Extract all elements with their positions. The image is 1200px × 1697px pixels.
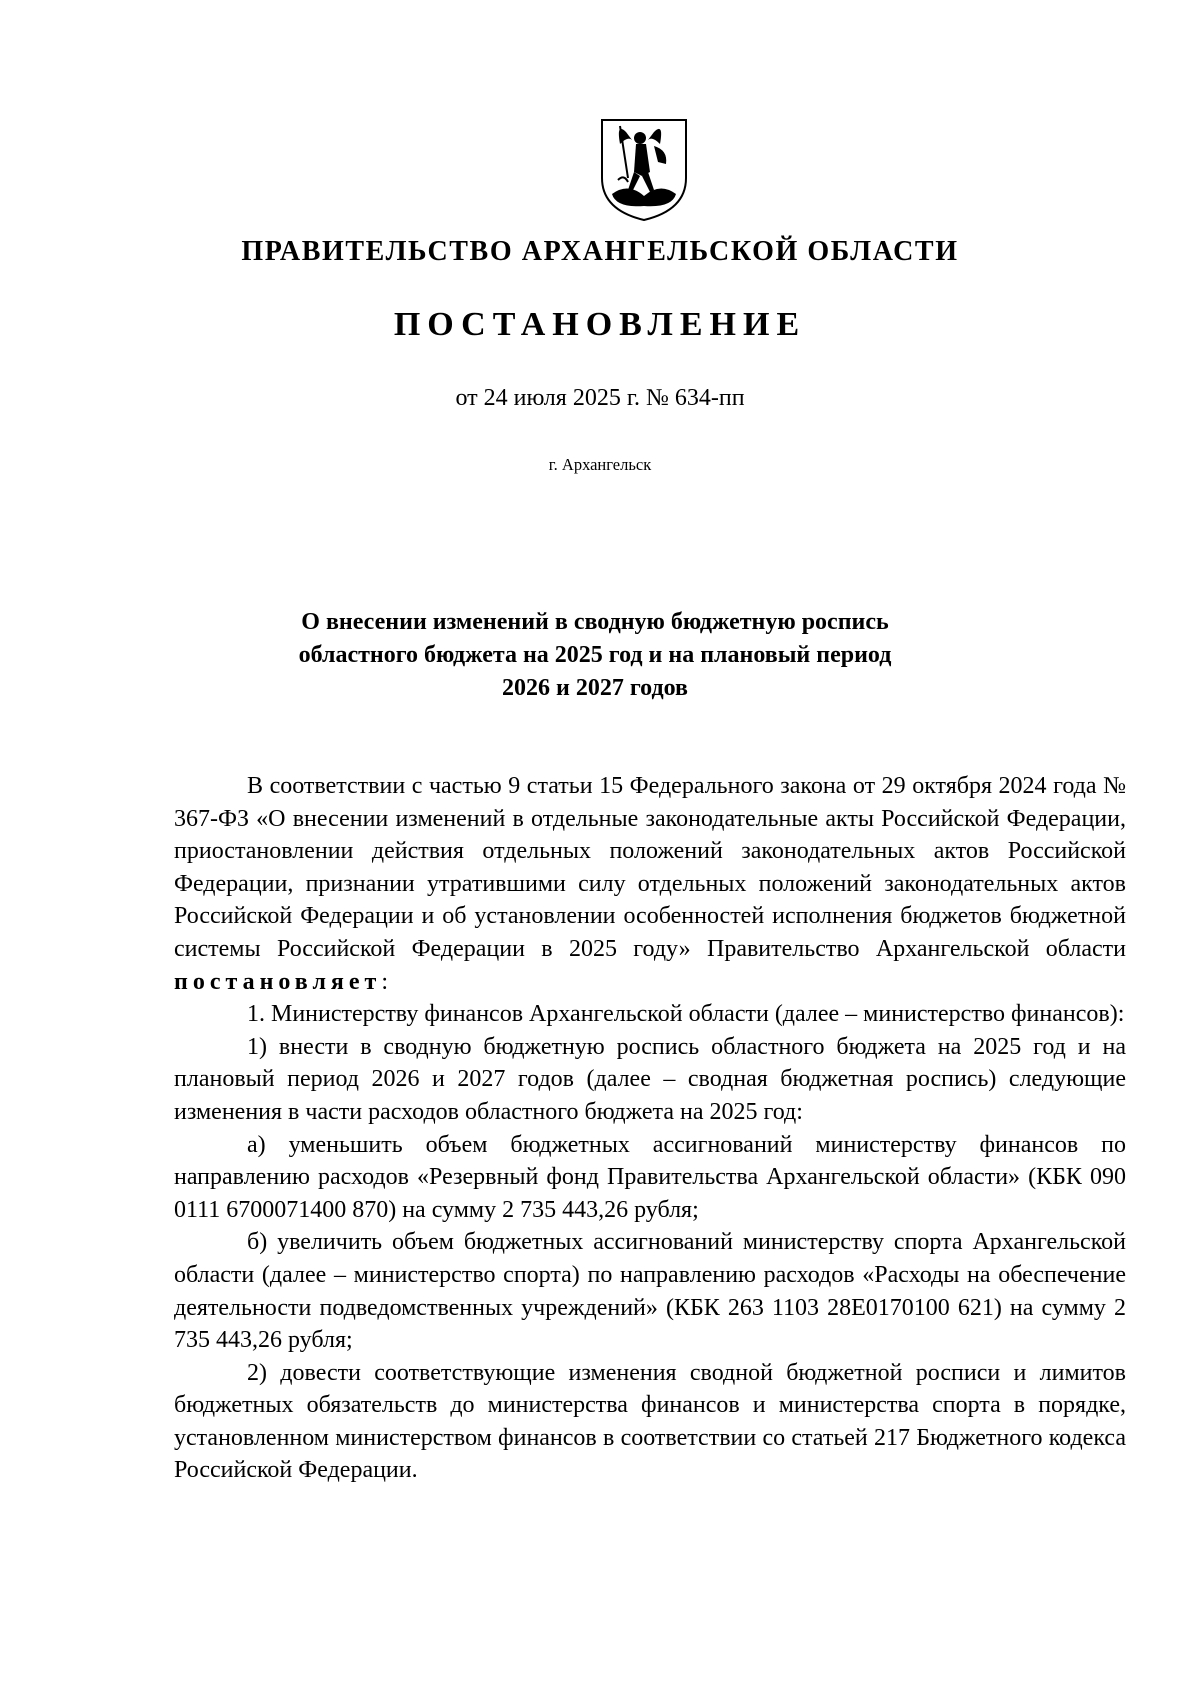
document-type: ПОСТАНОВЛЕНИЕ (393, 306, 807, 343)
document-city: г. Архангельск (548, 455, 652, 474)
coat-of-arms-icon (598, 116, 690, 222)
preamble-paragraph (174, 770, 1126, 998)
resolves-suffix: : (381, 968, 388, 995)
title-line: областного бюджета на 2025 год и на плановый период (298, 642, 892, 668)
item-1: 1. Министерству финансов Архангельской области (далее – министерство финансов): (247, 1001, 1125, 1028)
title-line: О внесении изменений в сводную бюджетную роспись (301, 609, 889, 635)
item-1-1-a: а) уменьшить объем бюджетных ассигнований министерству финансов по направлению расходов «Резервный фонд Правительства Архангельской области» (КБК 090 0111 6700071400 870) на сумму 2 735 443,26 рубля; (174, 1131, 1126, 1223)
resolves-word: постановляет (174, 968, 382, 995)
document-date-number: от 24 июля 2025 г. № 634-пп (455, 385, 745, 411)
item-1-1: 1) внести в сводную бюджетную роспись областного бюджета на 2025 год и на плановый период 2026 и 2027 годов (далее – сводная бюджетная роспись) следующие изменения в части расходов областного бюджета на 2025 год: (174, 1033, 1126, 1125)
title-line: 2026 и 2027 годов (502, 675, 688, 701)
item-1-1-b: б) увеличить объем бюджетных ассигнований министерству спорта Архангельской области (далее – министерство спорта) по направлению расходов «Расходы на обеспечение деятельности подведомственных учреждений» (КБК 263 1103 28Е0170100 621) на сумму 2 735 443,26 рубля; (174, 1229, 1126, 1354)
organization-name: ПРАВИТЕЛЬСТВО АРХАНГЕЛЬСКОЙ ОБЛАСТИ (241, 236, 959, 267)
item-1-2: 2) довести соответствующие изменения сводной бюджетной росписи и лимитов бюджетных обязательств до министерства финансов и министерства спорта в порядке, установленном министерством финансов в соответствии со статьей 217 Бюджетного кодекса Российской Федерации. (174, 1359, 1126, 1484)
document-title (240, 606, 950, 705)
document-body (174, 770, 1126, 1487)
preamble-text: В соответствии с частью 9 статьи 15 Федерального закона от 29 октября 2024 года № 367-ФЗ «О внесении изменений в отдельные законодательные акты Российской Федерации, приостановлении действия отдельных положений законодательных актов Российской Федерации, признании утратившими силу отдельных положений законодательных актов Российской Федерации и об установлении особенностей исполнения бюджетов бюджетной системы Российской Федерации в 2025 году» Правительство Архангельской области (174, 773, 1126, 962)
